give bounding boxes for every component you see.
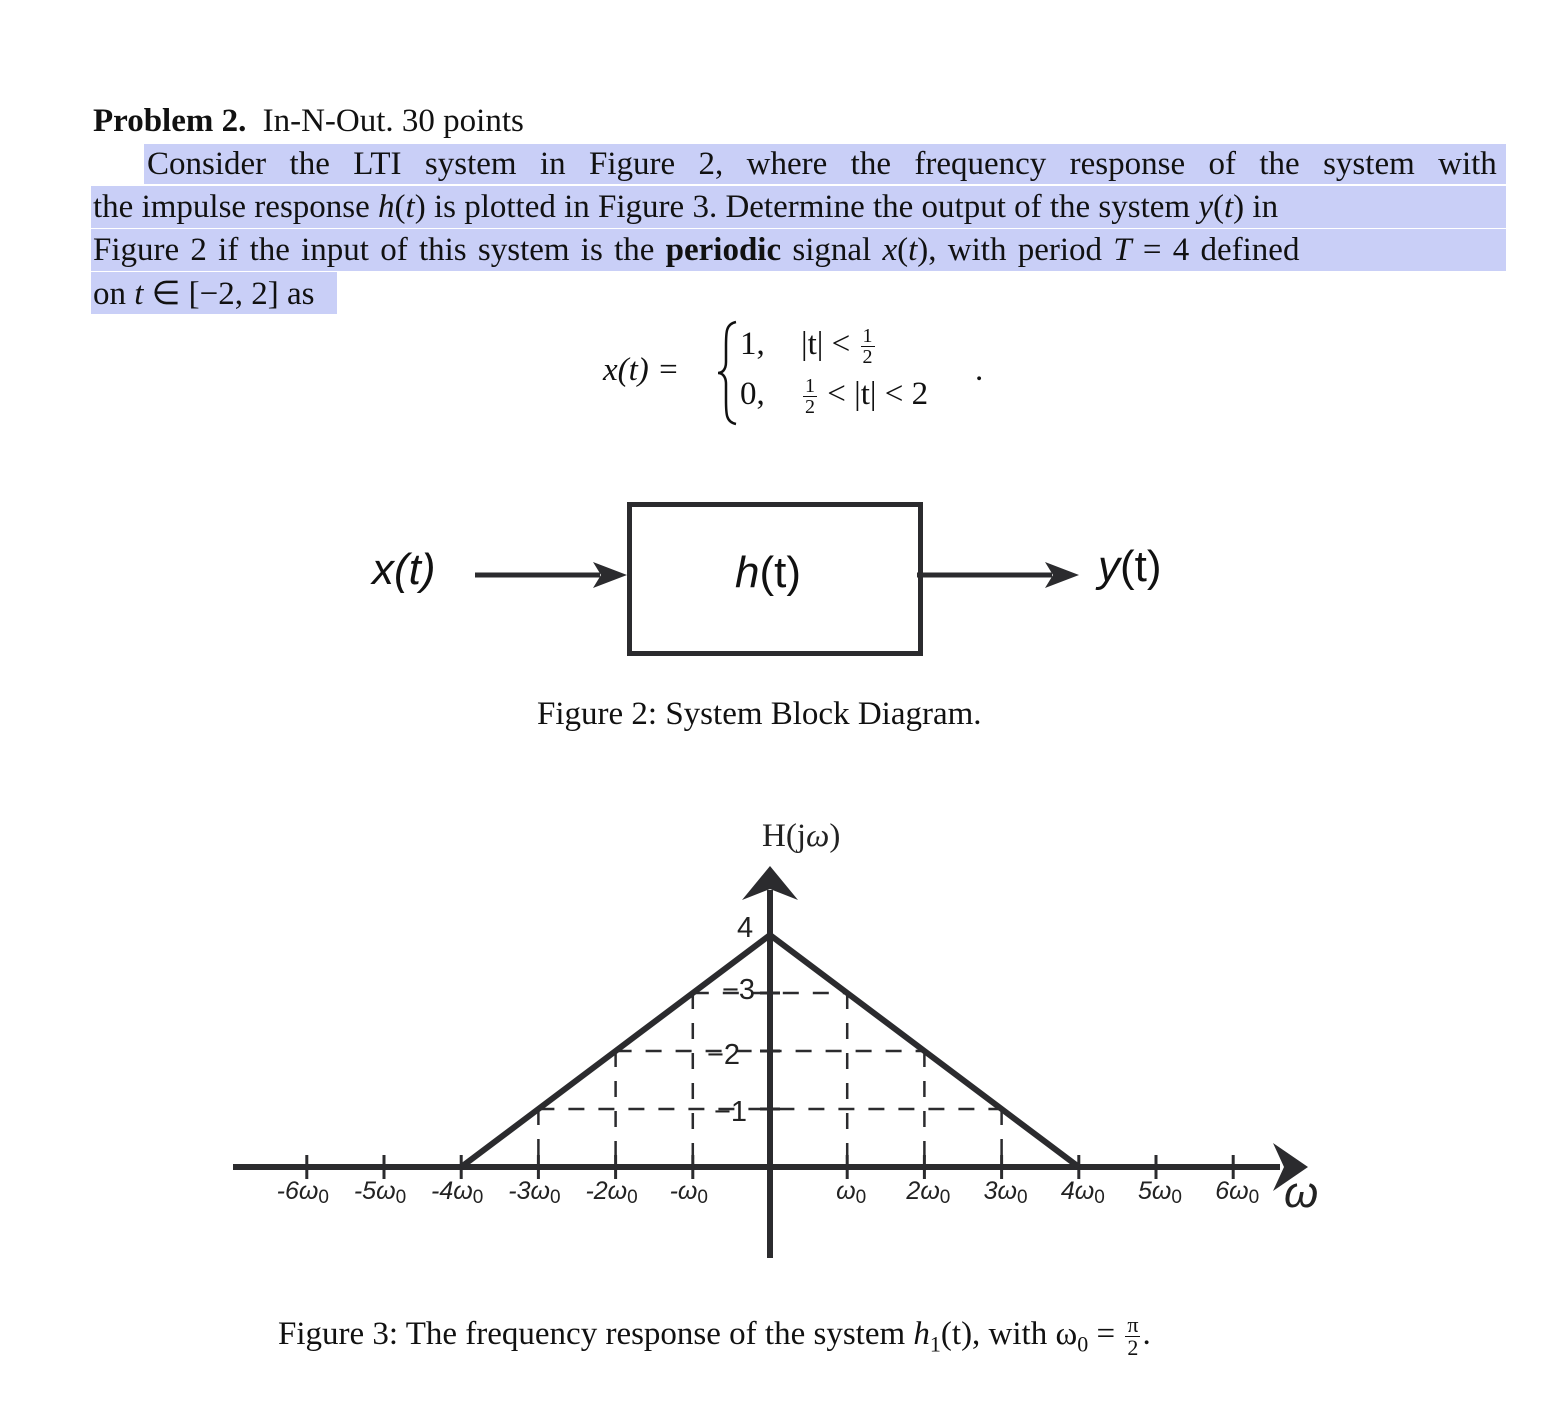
case2-value: 0, <box>740 376 765 412</box>
paragraph-word: frequency <box>914 146 1047 182</box>
problem-number: Problem 2. <box>93 103 247 139</box>
y-tick-label: −1 <box>714 1096 748 1128</box>
block-label: h(t) <box>735 548 802 597</box>
paragraph-word: LTI <box>353 146 402 182</box>
x-tick-label: $-2\omega_0$ <box>585 1177 638 1208</box>
paragraph-word: Figure <box>589 146 676 182</box>
equation-period: . <box>975 352 984 388</box>
problem-title: In-N-Out. 30 points <box>262 103 524 139</box>
figure2-caption: Figure 2: System Block Diagram. <box>537 696 982 732</box>
x-tick-label: $2\omega_0$ <box>906 1177 951 1208</box>
x-tick-label: $-4\omega_0$ <box>431 1177 484 1208</box>
paragraph-word: with <box>1438 146 1497 182</box>
input-label: x(t) <box>372 545 436 594</box>
paragraph-line-2-text: the impulse response h(t) is plotted in Figure 3. Determine the output of the system y(t) in <box>93 189 1279 225</box>
figure3-caption: Figure 3: The frequency response of the system $h_1(t)$, with $\omega_0$ = $\frac{\pi}{2}$ . <box>278 1312 1151 1360</box>
y-tick-label: −3 <box>722 974 756 1006</box>
paragraph-word: the <box>850 146 891 182</box>
case1-value: 1, <box>740 326 765 362</box>
x-axis-title: ω <box>1284 1168 1319 1217</box>
brace-symbol <box>716 318 740 428</box>
x-tick-label: $5\omega_0$ <box>1138 1177 1182 1208</box>
y-axis-title: H(jω) <box>762 818 841 854</box>
paragraph-word: Consider <box>147 146 267 182</box>
paragraph-line-3: Figure 2 if the input of this system is the periodic signal x(t), with period T = 4 defined <box>93 232 1300 268</box>
output-label: y(t) <box>1098 542 1162 591</box>
x-tick-label: $-5\omega_0$ <box>353 1177 407 1208</box>
paragraph-word: system <box>424 146 517 182</box>
paragraph-line-1 <box>147 144 1497 184</box>
paragraph-word: of <box>1208 146 1237 182</box>
paragraph-word: in <box>539 146 566 182</box>
x-tick-label: $-3\omega_0$ <box>508 1177 561 1208</box>
paragraph-line-2 <box>93 187 1497 227</box>
paragraph-word: the <box>289 146 330 182</box>
x-tick-label: $6\omega_0$ <box>1215 1177 1260 1208</box>
paragraph-word: system <box>1323 146 1415 182</box>
paragraph-word: 2, <box>698 146 724 182</box>
x-tick-label: $3\omega_0$ <box>983 1177 1028 1208</box>
x-tick-label: $-6\omega_0$ <box>276 1177 329 1208</box>
case1-condition: |t| < $\frac{1}{2}$ <box>801 325 873 368</box>
paragraph-word: response <box>1069 146 1186 182</box>
problem-heading <box>93 101 524 141</box>
x-tick-label: $4\omega_0$ <box>1060 1177 1105 1208</box>
piecewise-equation <box>603 318 1003 428</box>
block-diagram <box>360 490 1200 670</box>
x-tick-label: $\omega_0$ <box>836 1177 867 1208</box>
y-tick-label: 4 <box>737 912 754 944</box>
y-tick-label: −2 <box>707 1039 741 1071</box>
x-tick-label: $-\omega_0$ <box>669 1177 708 1208</box>
case2-condition: $\frac{1}{2}$ < |t| < 2 <box>805 375 929 418</box>
input-arrow <box>475 560 635 590</box>
output-arrow <box>917 560 1087 590</box>
frequency-response-chart <box>0 800 1564 1280</box>
paragraph-word: the <box>1259 146 1300 182</box>
equation-lhs: x(t) = <box>603 352 680 388</box>
paragraph-line-4: on t ∈ [−2, 2] as <box>93 276 315 312</box>
paragraph-word: where <box>746 146 828 182</box>
